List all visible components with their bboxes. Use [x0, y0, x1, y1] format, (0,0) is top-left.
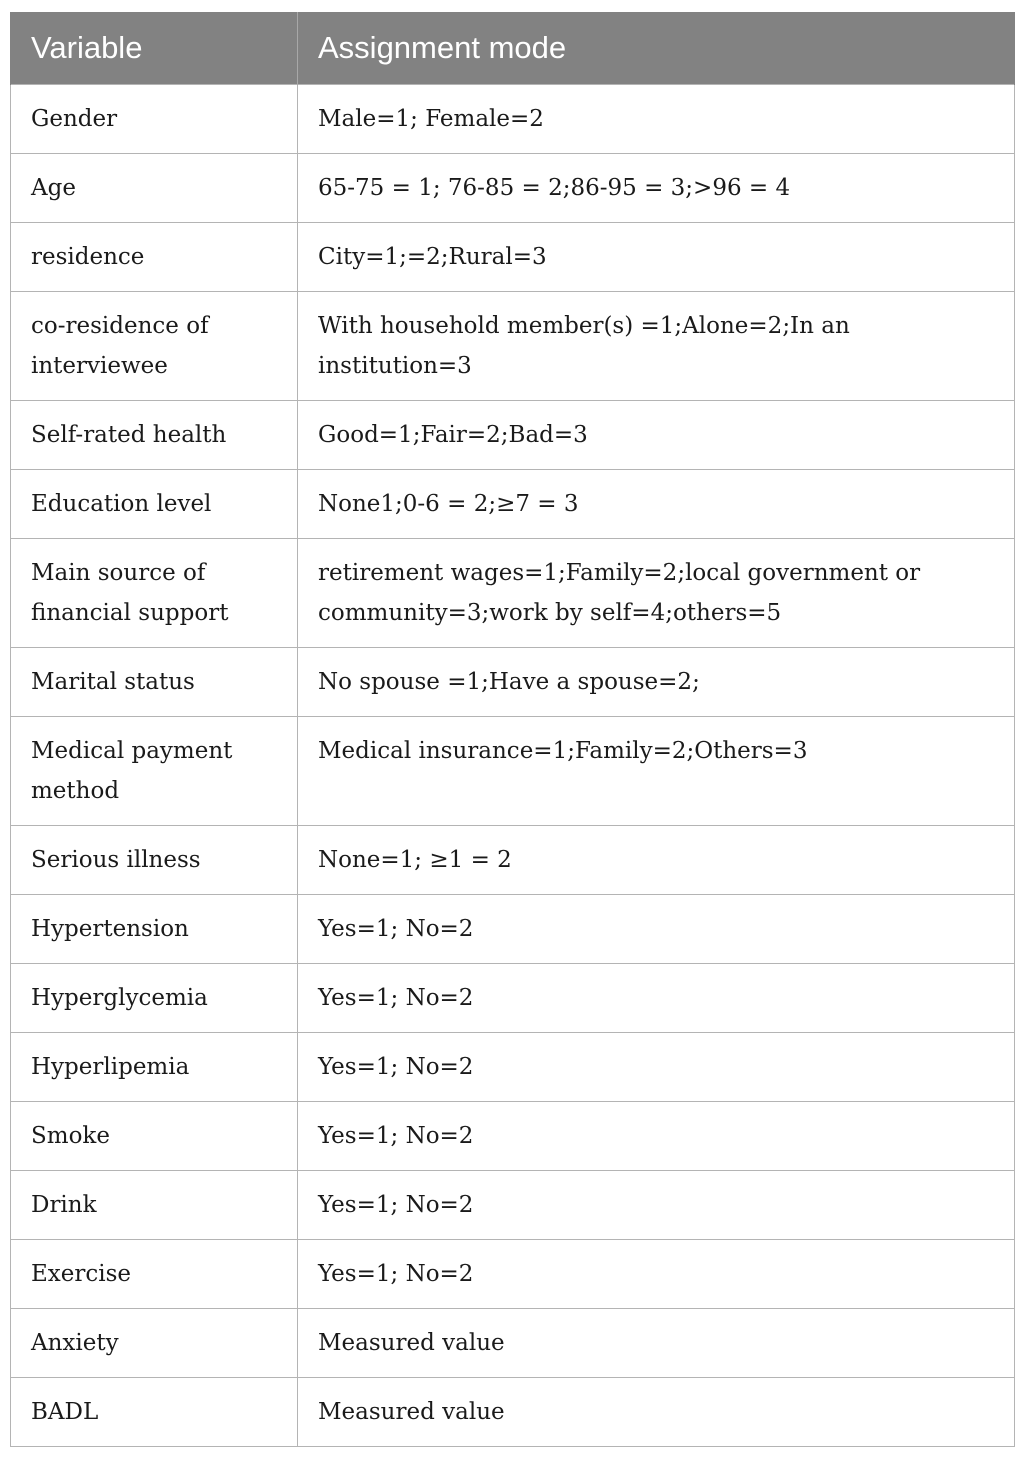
assignment-cell: Male=1; Female=2 — [298, 85, 1015, 154]
variable-cell: Hypertension — [11, 895, 298, 964]
table-row — [11, 1102, 1015, 1171]
assignment-cell: Measured value — [298, 1309, 1015, 1378]
variable-cell: Drink — [11, 1171, 298, 1240]
table-row — [11, 1240, 1015, 1309]
assignment-cell: Yes=1; No=2 — [298, 1171, 1015, 1240]
variable-cell: co-residence of interviewee — [11, 292, 298, 401]
variable-assignment-table — [10, 12, 1015, 1447]
table-row — [11, 470, 1015, 539]
table-row — [11, 895, 1015, 964]
table-row — [11, 223, 1015, 292]
assignment-cell: City=1;=2;Rural=3 — [298, 223, 1015, 292]
header-assignment-mode: Assignment mode — [298, 12, 1015, 85]
table-row — [11, 154, 1015, 223]
variable-cell: Hyperlipemia — [11, 1033, 298, 1102]
variable-cell: Self-rated health — [11, 401, 298, 470]
assignment-cell: Measured value — [298, 1378, 1015, 1447]
table-row — [11, 292, 1015, 401]
table-row — [11, 401, 1015, 470]
assignment-cell: None1;0-6 = 2;≥7 = 3 — [298, 470, 1015, 539]
variable-cell: Exercise — [11, 1240, 298, 1309]
variable-cell: BADL — [11, 1378, 298, 1447]
assignment-cell: Medical insurance=1;Family=2;Others=3 — [298, 717, 1015, 826]
table-row — [11, 1033, 1015, 1102]
variable-cell: Serious illness — [11, 826, 298, 895]
assignment-cell: None=1; ≥1 = 2 — [298, 826, 1015, 895]
assignment-cell: Good=1;Fair=2;Bad=3 — [298, 401, 1015, 470]
assignment-cell: Yes=1; No=2 — [298, 964, 1015, 1033]
assignment-cell: 65-75 = 1; 76-85 = 2;86-95 = 3;>96 = 4 — [298, 154, 1015, 223]
assignment-cell: Yes=1; No=2 — [298, 1240, 1015, 1309]
assignment-cell: Yes=1; No=2 — [298, 1033, 1015, 1102]
variable-cell: Medical payment method — [11, 717, 298, 826]
variable-cell: Marital status — [11, 648, 298, 717]
variable-cell: Hyperglycemia — [11, 964, 298, 1033]
table-row — [11, 1378, 1015, 1447]
variable-cell: Age — [11, 154, 298, 223]
variable-cell: Gender — [11, 85, 298, 154]
assignment-cell: With household member(s) =1;Alone=2;In an institution=3 — [298, 292, 1015, 401]
variable-cell: residence — [11, 223, 298, 292]
table-row — [11, 648, 1015, 717]
variable-cell: Anxiety — [11, 1309, 298, 1378]
assignment-cell: retirement wages=1;Family=2;local government or community=3;work by self=4;others=5 — [298, 539, 1015, 648]
variable-cell: Smoke — [11, 1102, 298, 1171]
assignment-cell: Yes=1; No=2 — [298, 1102, 1015, 1171]
assignment-cell: No spouse =1;Have a spouse=2; — [298, 648, 1015, 717]
table-row — [11, 85, 1015, 154]
table-header-row — [11, 12, 1015, 85]
variable-cell: Main source of financial support — [11, 539, 298, 648]
table-row — [11, 826, 1015, 895]
assignment-cell: Yes=1; No=2 — [298, 895, 1015, 964]
table-row — [11, 1309, 1015, 1378]
table-row — [11, 1171, 1015, 1240]
header-variable: Variable — [11, 12, 298, 85]
assignment-table-container — [10, 12, 1014, 1447]
table-row — [11, 717, 1015, 826]
table-row — [11, 539, 1015, 648]
table-row — [11, 964, 1015, 1033]
variable-cell: Education level — [11, 470, 298, 539]
